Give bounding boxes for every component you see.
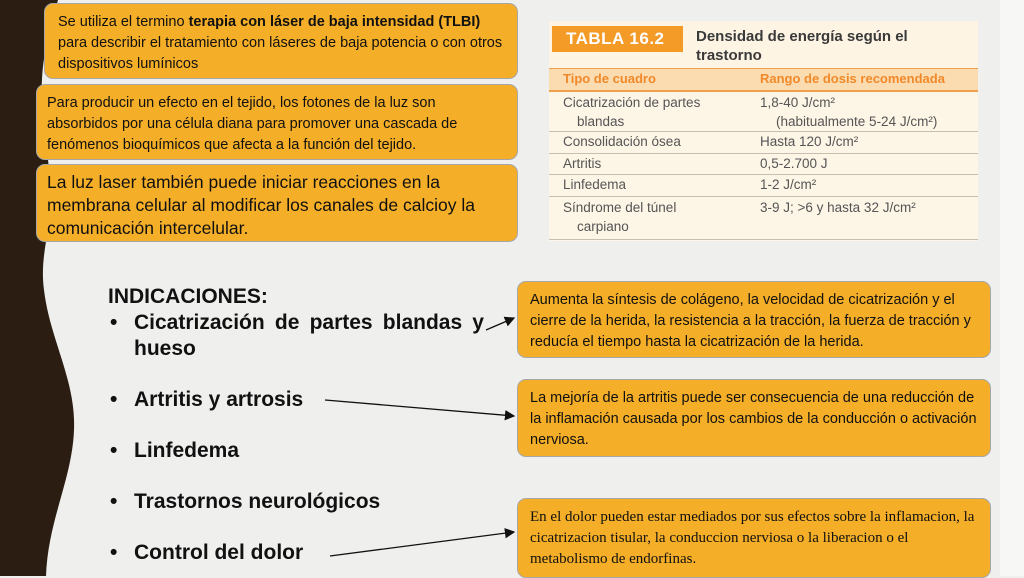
arthritis-note-text: La mejoría de la artritis puede ser consecuencia de una reducción de la inflamación causada por los cambios de la conducción o activación nerviosa. (530, 390, 977, 448)
list-item: • Trastornos neurológicos (110, 490, 381, 513)
healing-note-box (517, 281, 991, 358)
photon-absorption-box (36, 84, 518, 160)
energy-density-table (549, 21, 978, 241)
arrow-healing (486, 318, 514, 330)
table-cell-dose: Hasta 120 J/cm² (760, 134, 859, 149)
pain-note-box (517, 498, 991, 578)
table-cell-dose: 1-2 J/cm² (760, 177, 817, 192)
tlbi-definition-text: Se utiliza el termino terapia con láser de baja intensidad (TLBI) para describir el tratamiento con láseres de baja potencia o con otros dispositivos lumínicos (58, 14, 503, 72)
arthritis-note-box (517, 379, 991, 457)
indications-list (108, 284, 484, 566)
table-col1-header: Tipo de cuadro (563, 71, 656, 86)
table-cell-type: Síndrome del túnel carpiano (563, 200, 677, 234)
table-cell-type: Cicatrización de partes blandas (563, 95, 701, 129)
tlbi-definition-box (44, 3, 518, 79)
list-item: • Control del dolor (110, 541, 304, 564)
table-cell-dose: 0,5-2.700 J (760, 156, 828, 171)
healing-note-text: Aumenta la síntesis de colágeno, la velocidad de cicatrización y el cierre de la herida, la resistencia a la tracción, la fuerza de tracción y reducía el tiempo hasta la cicatrización de la herida. (530, 292, 971, 350)
table-tag: TABLA 16.2 (552, 26, 683, 52)
table-col2-header: Rango de dosis recomendada (760, 71, 945, 86)
table-title: Densidad de energía según el trastorno (696, 28, 908, 64)
table-cell-type: Consolidación ósea (563, 134, 681, 149)
list-item: • Artritis y artrosis (110, 388, 304, 411)
photon-absorption-text: Para producir un efecto en el tejido, los fotones de la luz son absorbidos por una célula diana para promover una cascada de fenómenos bioquímicos que afecta a la función del tejido. (47, 95, 458, 153)
table-cell-type: Linfedema (563, 177, 627, 192)
pain-note-text: En el dolor pueden estar mediados por sus efectos sobre la inflamacion, la cicatrizacion tisular, la conduccion nerviosa o la liberacion o el metabolismo de endorfinas. (530, 509, 975, 567)
indications-heading: INDICACIONES: (108, 285, 268, 308)
table-cell-dose: 3-9 J; >6 y hasta 32 J/cm² (760, 200, 916, 215)
table-cell-dose: 1,8-40 J/cm² (habitualmente 5-24 J/cm²) (760, 95, 938, 129)
table-cell-type: Artritis (563, 156, 602, 171)
list-item: • Cicatrización de partes blandas y hueso (110, 311, 484, 360)
right-margin (1000, 0, 1024, 576)
membrane-reaction-box (36, 164, 518, 242)
membrane-reaction-text: La luz laser también puede iniciar reacciones en la membrana celular al modificar los canales de calcioy la comunicación intercelular. (47, 172, 475, 238)
list-item: • Linfedema (110, 439, 240, 462)
